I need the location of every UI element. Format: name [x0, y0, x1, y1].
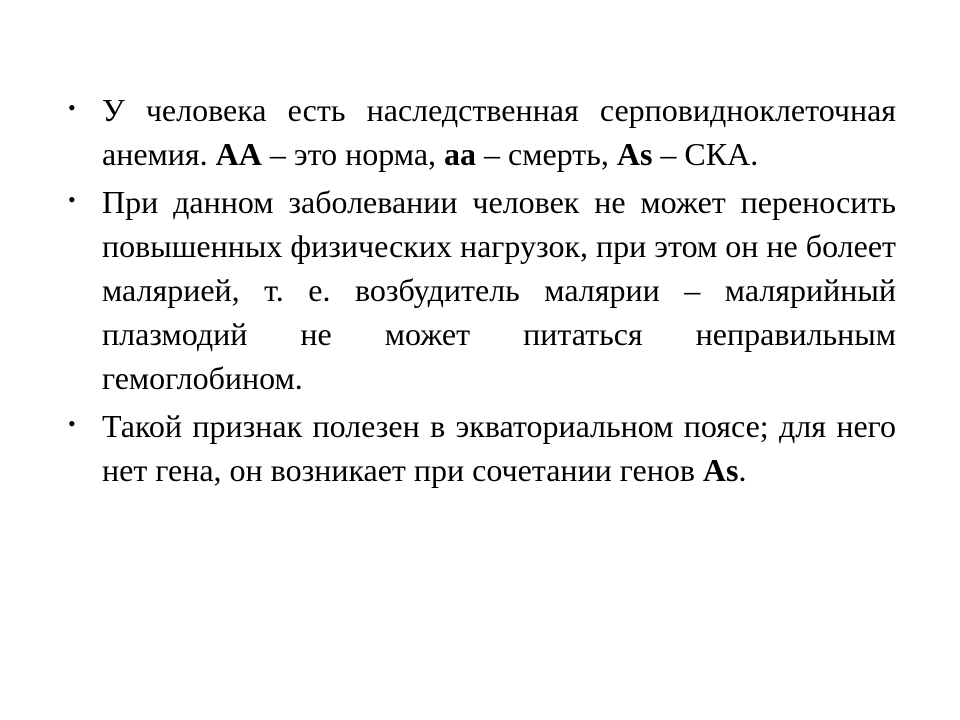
bullet-item	[64, 88, 896, 176]
bold-term: аа	[444, 136, 477, 172]
text-run: – СКА.	[652, 136, 759, 172]
text-run: При данном заболевании человек не может переносить повышенных физических нагрузок, при этом он не болеет малярией, т. е. возбудитель малярии – малярийный плазмодий не может питаться неправильным гемоглобином.	[102, 184, 896, 396]
bullet-item	[64, 404, 896, 492]
bullet-text	[102, 88, 896, 176]
text-run: – смерть,	[476, 136, 617, 172]
text-run: – это норма,	[261, 136, 445, 172]
bullet-dot-icon: •	[68, 95, 76, 120]
text-run: Такой признак полезен в экваториальном поясе; для него нет гена, он возникает при сочетании генов	[102, 408, 896, 488]
bullet-text	[102, 180, 896, 400]
text-run: .	[738, 452, 747, 488]
bullet-text	[102, 404, 896, 492]
bold-term: As	[702, 452, 739, 488]
bold-term: As	[616, 136, 653, 172]
bullet-list	[64, 88, 896, 496]
bold-term: АА	[215, 136, 262, 172]
text-run: У человека есть наследственная серповидноклеточная анемия.	[102, 92, 896, 172]
bullet-dot-icon: •	[68, 187, 76, 212]
bullet-item	[64, 180, 896, 400]
bullet-dot-icon: •	[68, 411, 76, 436]
